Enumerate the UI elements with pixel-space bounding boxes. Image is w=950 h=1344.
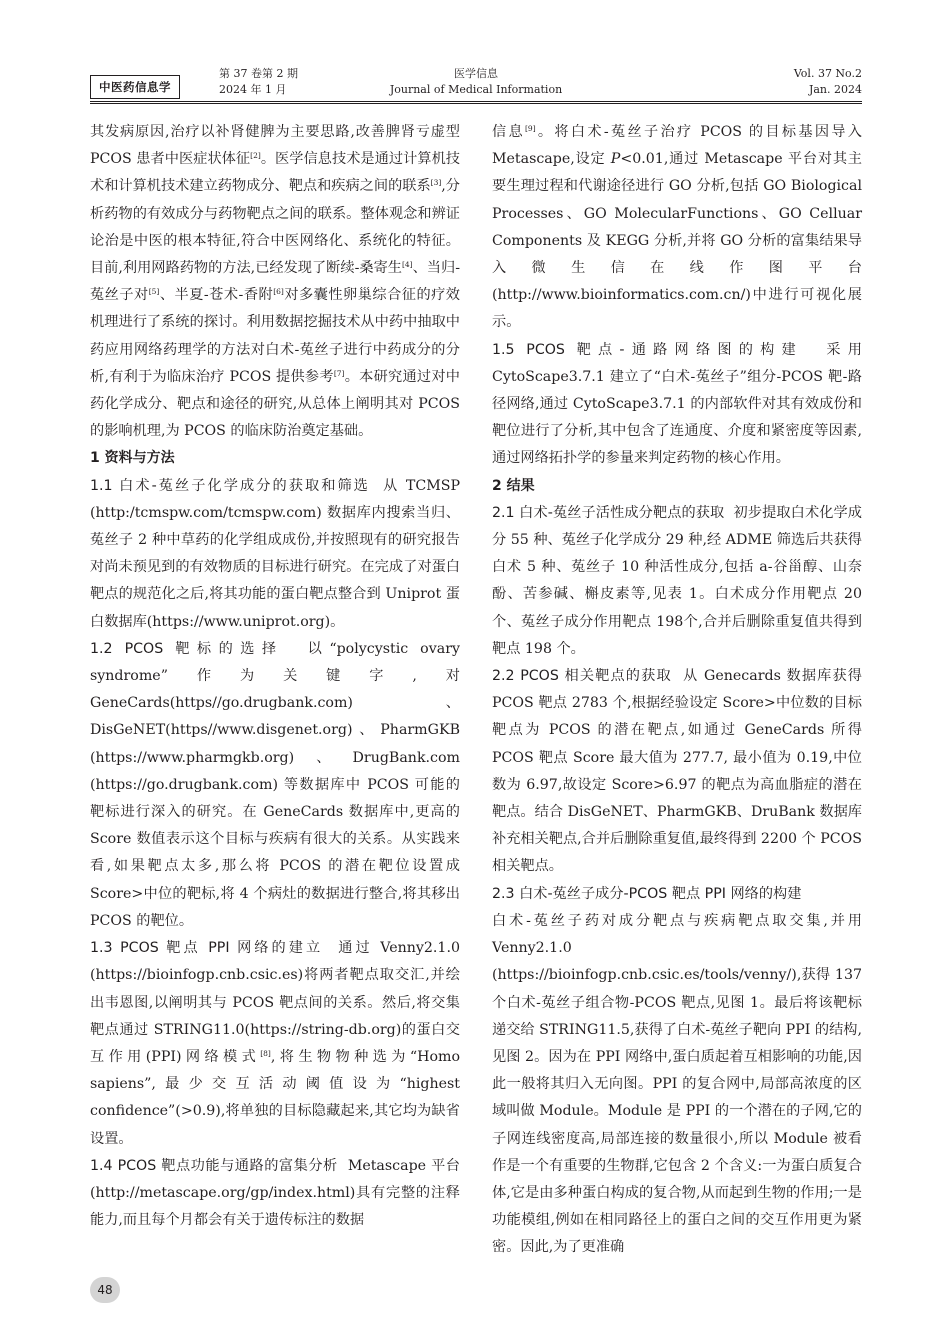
- running-header: [90, 62, 862, 102]
- header-volume-cn: 第 37 卷第 2 期: [219, 67, 298, 80]
- subsection-heading: 2.2 PCOS 相关靶点的获取: [492, 668, 672, 685]
- subsection-1-3: 1.3 PCOS 靶点 PPI 网络的建立 通过 Venny2.1.0 (https://bioinfogp.cnb.csic.es)将两者靶点取交汇,并绘出韦恩图,以阐明其与 PCOS 靶点间的关系。然后,将交集靶点通过 STRING11.0(https://string-db.org)的蛋白交互作用(PPI)网络模式[8],将生物物种选为“Homo sapiens”,最少交互活动阈值设为“highest confidence”(>0.9),将单独的目标隐藏起来,其它均为缺省设置。: [90, 940, 460, 1147]
- header-volume-en: Vol. 37 No.2: [793, 67, 862, 80]
- header-journal: [90, 66, 862, 98]
- header-rule: [90, 101, 862, 102]
- header-date-en: Jan. 2024: [808, 83, 862, 96]
- citation-ref: [6]: [273, 287, 284, 297]
- page-number: 48: [90, 1277, 120, 1303]
- right-column: [492, 119, 862, 1262]
- subsection-heading: 1.2 PCOS 靶标的选择: [90, 640, 284, 657]
- subsection-heading: 1.4 PCOS 靶点功能与通路的富集分析: [90, 1157, 338, 1174]
- subsection-1-2: 1.2 PCOS 靶标的选择 以“polycystic ovary syndrome”作为关键字,对 GeneCards(https//go.drugbank.com)、DisGeNET(https//www.disgenet.org)、PharmGKB (https://www.pharmgkb.org)、DrugBank.com (https://go.drugbank.com) 等数据库中 PCOS 可能的靶标进行深入的研究。在 GeneCards 数据库中,更高的 Score 数值表示这个目标与疾病有很大的关系。从实践来看,如果靶点太多,那么将 PCOS 的潜在靶位设置成 Score>中位的靶标,将 4 个病灶的数据进行整合,将其移出 PCOS 的靶位。: [90, 640, 460, 929]
- section-badge: 中医药信息学: [90, 75, 180, 99]
- citation-ref: [9]: [525, 124, 536, 133]
- section-heading-methods: 1 资料与方法: [90, 450, 175, 467]
- citation-ref: [5]: [148, 287, 160, 297]
- subsection-1-4-continued: 信息[9]。将白术-菟丝子治疗 PCOS 的目标基因导入 Metascape,设定 P<0.01,通过 Metascape 平台对其主要生理过程和代谢途径进行 GO 分析,包括 GO Biological Processes、GO MolecularFunctions、GO Celluar Components 及 KEGG 分析,并将 GO 分析的富集结果导入微生信在线作图平台(http://www.bioinformatics.com.cn/)中进行可视化展示。: [492, 124, 862, 331]
- citation-ref: [7]: [333, 368, 345, 378]
- citation-ref: [4]: [401, 260, 413, 270]
- citation-ref: [2]: [250, 151, 261, 161]
- subsection-heading: 1.1 白术-菟丝子化学成分的获取和筛选: [90, 477, 370, 494]
- subsection-1-1: 1.1 白术-菟丝子化学成分的获取和筛选 从 TCMSP (http:/tcmspw.com/tcmspw.com) 数据库内搜索当归、菟丝子 2 种中草药的化学组成成份,并按照现有的研究报告对尚未预见到的有效物质的目标进行研究。在完成了对蛋白靶点的规范化之后,将其功能的蛋白靶点整合到 Uniprot 蛋白数据库(https://www.uniprot.org)。: [90, 477, 460, 630]
- header-issue-en: [794, 66, 862, 98]
- subsection-2-3: 2.3 白术-菟丝子成分-PCOS 靶点 PPI 网络的构建 白术-菟丝子药对成分靶点与疾病靶点取交集,并用 Venny2.1.0 (https://bioinfogp.cnb.csic.es/tools/venny/),获得 137 个白术-菟丝子组合物-PCOS 靶点,见图 1。最后将该靶标递交给 STRING11.5,获得了白术-菟丝子靶向 PPI 的结构,见图 2。因为在 PPI 网络中,蛋白质起着互相影响的功能,因此一般将其归入无向图。PPI 的复合网中,局部高浓度的区域叫做 Module。Module 是 PPI 的一个潜在的子网,它的子网连线密度高,局部连接的数量很小,所以 Module 被看作是一个有重要的生物群,它包含 2 个含义:一为蛋白质复合体,它是由多种蛋白构成的复合物,从而起到生物的作用;一是功能模组,例如在相同路径上的蛋白之间的交互作用更为紧密。因此,为了更准确: [492, 885, 862, 1256]
- left-column: [90, 119, 460, 1234]
- header-journal-en: Journal of Medical Information: [389, 83, 563, 96]
- header-journal-cn: 医学信息: [454, 67, 498, 80]
- header-rule-secondary: [90, 103, 862, 104]
- subsection-heading: 1.5 PCOS 靶点-通路网络图的构建: [492, 341, 803, 358]
- subsection-heading: 2.1 白术-菟丝子活性成分靶点的获取: [492, 504, 725, 521]
- section-heading-results: 2 结果: [492, 477, 535, 494]
- subsection-heading: 1.3 PCOS 靶点 PPI 网络的建立: [90, 940, 324, 957]
- citation-ref: [3]: [430, 178, 442, 188]
- subsection-2-2: 2.2 PCOS 相关靶点的获取 从 Genecards 数据库获得 PCOS 靶点 2783 个,根据经验设定 Score>中位数的目标靶点为 PCOS 的潜在靶点,如通过 GeneCards 所得 PCOS 靶点 Score 最大值为 277.7, 最小值为 0.19,中位数为 6.97,故设定 Score>6.97 的靶点为高血脂症的潜在靶点。结合 DisGeNET、PharmGKB、DruBank 数据库补充相关靶点,合并后删除重复值,最终得到 2200 个 PCOS 相关靶点。: [492, 668, 862, 875]
- header-date-cn: 2024 年 1 月: [219, 83, 287, 96]
- intro-paragraph: 其发病原因,治疗以补肾健脾为主要思路,改善脾肾亏虚型 PCOS 患者中医症状体征[2]。医学信息技术是通过计算机技术和计算机技术建立药物成分、靶点和疾病之间的联系[3],分析药物的有效成分与药物靶点之间的联系。整体观念和辨证论治是中医的根本特征,符合中医网络化、系统化的特征。目前,利用网路药物的方法,已经发现了断续-桑寄生[4]、当归-菟丝子对[5]、半夏-苍术-香附[6]对多囊性卵巢综合征的疗效机理进行了系统的探讨。利用数据挖掘技术从中药中抽取中药应用网络药理学的方法对白术-菟丝子进行中药成分的分析,有利于为临床治疗 PCOS 提供参考[7]。本研究通过对中药化学成分、靶点和途径的研究,从总体上阐明其对 PCOS 的影响机理,为 PCOS 的临床防治奠定基础。: [90, 124, 460, 440]
- subsection-1-4: 1.4 PCOS 靶点功能与通路的富集分析 Metascape 平台(http://metascape.org/gp/index.html)具有完整的注释能力,而且每个月都会有关于遗传标注的数据: [90, 1157, 460, 1229]
- subsection-1-5: 1.5 PCOS 靶点-通路网络图的构建 采用 CytoScape3.7.1 建立了“白术-菟丝子”组分-PCOS 靶-路径网络,通过 CytoScape3.7.1 的内部软件对其有效成份和靶位进行了分析,其中包含了连通度、介度和紧密度等因素,通过网络拓扑学的参量来判定药物的核心作用。: [492, 341, 862, 467]
- subsection-2-1: 2.1 白术-菟丝子活性成分靶点的获取 初步提取白术化学成分 55 种、菟丝子化学成分 29 种,经 ADME 筛选后共获得白术 5 种、菟丝子 10 种活性成分,包括 a-谷甾醇、山奈酚、苦参碱、槲皮素等,见表 1。白术成分作用靶点 20 个、菟丝子成分作用靶点 198个,合并后删除重复值共得到靶点 198 个。: [492, 504, 862, 657]
- citation-ref: [8]: [260, 1048, 271, 1058]
- subsection-heading: 2.3 白术-菟丝子成分-PCOS 靶点 PPI 网络的构建: [492, 885, 802, 902]
